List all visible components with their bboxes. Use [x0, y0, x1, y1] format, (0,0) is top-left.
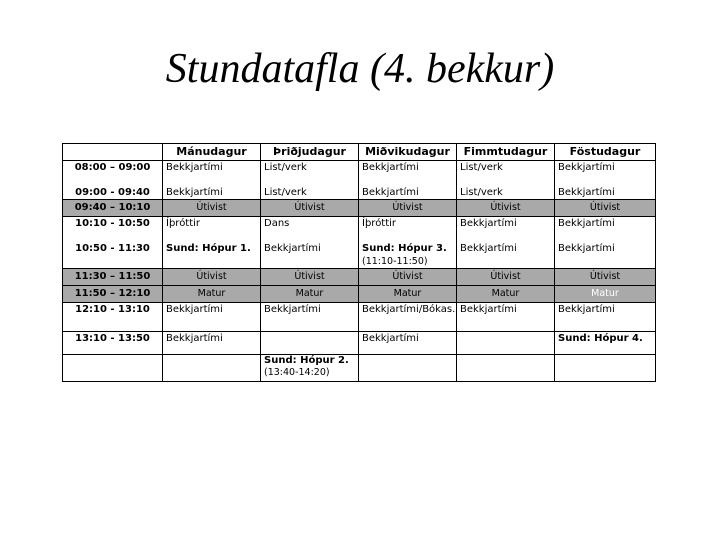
cell-tuesday: Útivist	[261, 269, 359, 286]
spacer	[264, 230, 355, 242]
cell-text: Bekkjartími	[166, 187, 223, 198]
table-row	[63, 200, 656, 217]
cell-text: Dans	[264, 218, 290, 229]
time-label: 08:00 – 09:00	[74, 162, 151, 173]
header-tuesday: Þriðjudagur	[261, 144, 359, 161]
cell-subtext: (11:10-11:50)	[362, 256, 428, 267]
cell-monday	[163, 355, 261, 382]
cell-friday	[555, 217, 656, 269]
cell-friday: Útivist	[555, 200, 656, 217]
cell-text: Sund: Hópur 1.	[166, 243, 251, 254]
cell-tuesday	[261, 217, 359, 269]
cell-wednesday	[359, 161, 457, 200]
cell-text: List/verk	[264, 187, 307, 198]
cell-text: Bekkjartími	[166, 162, 223, 173]
cell-thursday	[457, 332, 555, 355]
cell-friday: Útivist	[555, 269, 656, 286]
cell-tuesday: Útivist	[261, 200, 359, 217]
time-cell: 09:40 – 10:10	[63, 200, 163, 217]
table-row	[63, 161, 656, 200]
time-label: 10:50 - 11:30	[75, 243, 150, 254]
cell-text: Bekkjartími	[362, 187, 419, 198]
cell-text: Bekkjartími	[264, 243, 321, 254]
time-cell: 11:50 – 12:10	[63, 286, 163, 303]
spacer	[460, 174, 551, 186]
cell-friday: Sund: Hópur 4.	[555, 332, 656, 355]
cell-wednesday: Bekkjartími/Bókas.	[359, 303, 457, 332]
spacer	[166, 174, 257, 186]
cell-text: Bekkjartími	[558, 162, 615, 173]
cell-thursday: Bekkjartími	[457, 303, 555, 332]
cell-tuesday	[261, 332, 359, 355]
spacer	[558, 230, 652, 242]
cell-wednesday: Matur	[359, 286, 457, 303]
cell-text: Bekkjartími	[558, 243, 615, 254]
cell-text: List/verk	[460, 187, 503, 198]
time-cell: 12:10 - 13:10	[63, 303, 163, 332]
cell-thursday	[457, 217, 555, 269]
cell-monday: Bekkjartími	[163, 303, 261, 332]
cell-text: Bekkjartími	[460, 243, 517, 254]
header-empty	[63, 144, 163, 161]
cell-text: Bekkjartími	[460, 218, 517, 229]
header-wednesday: Miðvikudagur	[359, 144, 457, 161]
cell-wednesday: Bekkjartími	[359, 332, 457, 355]
table-row	[63, 303, 656, 332]
cell-monday: Bekkjartími	[163, 332, 261, 355]
cell-monday: Útivist	[163, 200, 261, 217]
cell-monday: Matur	[163, 286, 261, 303]
table-header-row	[63, 144, 656, 161]
table-row	[63, 269, 656, 286]
time-label: 10:10 - 10:50	[75, 218, 150, 229]
cell-monday	[163, 217, 261, 269]
cell-text: Sund: Hópur 3.	[362, 243, 447, 254]
cell-monday: Útivist	[163, 269, 261, 286]
cell-text: List/verk	[460, 162, 503, 173]
cell-tuesday	[261, 355, 359, 382]
spacer	[362, 230, 453, 242]
cell-tuesday	[261, 161, 359, 200]
header-friday: Föstudagur	[555, 144, 656, 161]
time-cell	[63, 355, 163, 382]
cell-subtext: (13:40-14:20)	[264, 367, 330, 378]
time-cell	[63, 161, 163, 200]
spacer	[264, 174, 355, 186]
table-row	[63, 355, 656, 382]
spacer	[558, 174, 652, 186]
cell-thursday: Útivist	[457, 269, 555, 286]
spacer	[66, 174, 159, 186]
cell-thursday: Matur	[457, 286, 555, 303]
spacer	[362, 174, 453, 186]
cell-text: Íþróttir	[362, 218, 397, 229]
cell-tuesday: Bekkjartími	[261, 303, 359, 332]
time-cell	[63, 217, 163, 269]
cell-wednesday: Útivist	[359, 200, 457, 217]
time-cell: 11:30 – 11:50	[63, 269, 163, 286]
cell-text: List/verk	[264, 162, 307, 173]
table-row	[63, 286, 656, 303]
cell-friday	[555, 355, 656, 382]
spacer	[66, 230, 159, 242]
cell-wednesday	[359, 217, 457, 269]
cell-text: Sund: Hópur 2.	[264, 355, 349, 366]
table-row	[63, 217, 656, 269]
table-row	[63, 332, 656, 355]
spacer	[460, 230, 551, 242]
time-cell: 13:10 - 13:50	[63, 332, 163, 355]
cell-friday: Bekkjartími	[555, 303, 656, 332]
spacer	[166, 230, 257, 242]
page-title: Stundatafla (4. bekkur)	[165, 46, 555, 92]
cell-friday: Matur	[555, 286, 656, 303]
cell-thursday	[457, 355, 555, 382]
cell-text: Bekkjartími	[558, 187, 615, 198]
header-monday: Mánudagur	[163, 144, 261, 161]
cell-thursday	[457, 161, 555, 200]
schedule-table	[62, 143, 656, 382]
cell-wednesday: Útivist	[359, 269, 457, 286]
cell-friday	[555, 161, 656, 200]
cell-thursday: Útivist	[457, 200, 555, 217]
cell-wednesday	[359, 355, 457, 382]
cell-monday	[163, 161, 261, 200]
header-thursday: Fimmtudagur	[457, 144, 555, 161]
cell-text: Íþróttir	[166, 218, 201, 229]
cell-tuesday: Matur	[261, 286, 359, 303]
time-label: 09:00 - 09:40	[75, 187, 150, 198]
cell-text: Bekkjartími	[362, 162, 419, 173]
cell-text: Bekkjartími	[558, 218, 615, 229]
